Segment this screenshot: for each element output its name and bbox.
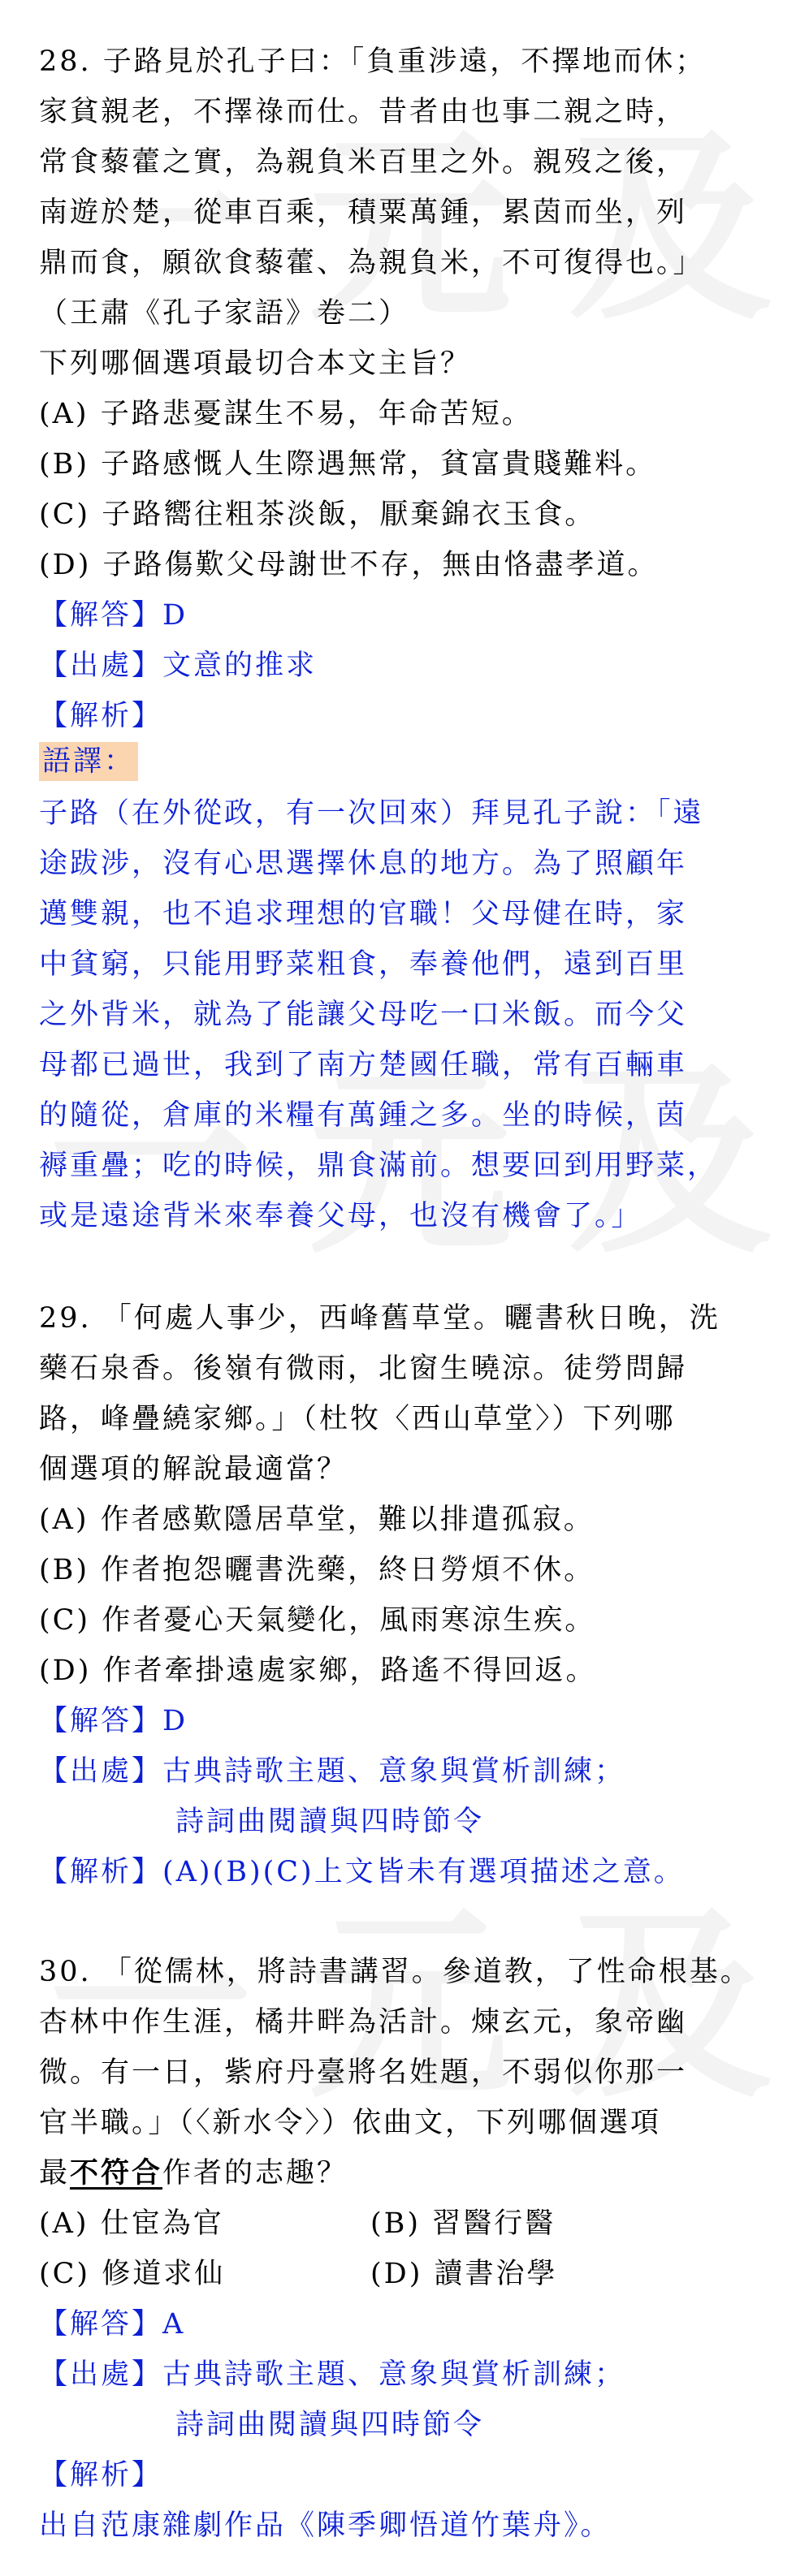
q30-answer: 【解答】A bbox=[39, 2308, 186, 2341]
q29-option-a: (A) 作者感歎隱居草堂，難以排遣孤寂。 bbox=[39, 1504, 595, 1536]
q28-translation-line: 褥重疊；吃的時候，鼎食滿前。想要回到用野菜， bbox=[39, 1150, 719, 1182]
q28-translation-line: 中貧窮，只能用野菜粗食，奉養他們，遠到百里 bbox=[39, 948, 688, 981]
q29-prompt: 個選項的解說最適當？ bbox=[39, 1453, 348, 1486]
q28-translation-line: 邁雙親，也不追求理想的官職！父母健在時，家 bbox=[39, 898, 688, 930]
q30-line: 官半職。」（〈新水令〉）依曲文，下列哪個選項 bbox=[39, 2107, 662, 2139]
q28-line: 常食藜藿之實，為親負米百里之外。親歿之後， bbox=[39, 146, 688, 179]
q28-analysis-label: 【解析】 bbox=[39, 700, 163, 732]
q29-line: 藥石泉香。後嶺有微雨，北窗生曉涼。徒勞問歸 bbox=[39, 1353, 688, 1385]
q30-prompt-emphasis: 不符合 bbox=[70, 2156, 163, 2190]
q30-option-d: (D) 讀書治學 bbox=[370, 2258, 558, 2290]
q30-option-c: (C) 修道求仙 bbox=[39, 2258, 226, 2290]
q28-answer: 【解答】D bbox=[39, 599, 188, 632]
q28-option-a: (A) 子路悲憂謀生不易，年命苦短。 bbox=[39, 398, 533, 430]
q30-prompt-prefix: 最 bbox=[39, 2157, 71, 2190]
q29-line: 路，峰疊繞家鄉。」（杜牧〈西山草堂〉）下列哪 bbox=[39, 1403, 676, 1435]
watermark bbox=[49, 999, 796, 1291]
q29-option-b: (B) 作者抱怨曬書洗藥，終日勞煩不休。 bbox=[39, 1554, 595, 1586]
q28-citation: （王肅《孔子家語》卷二） bbox=[39, 297, 410, 330]
q30-line: 微。有一日，紫府丹臺將名姓題，不弱似你那一 bbox=[39, 2056, 688, 2089]
q29-line: 29. 「何處人事少，西峰舊草堂。曬書秋日晚，洗 bbox=[39, 1302, 720, 1335]
q28-translation-line: 的隨從，倉庫的米糧有萬鍾之多。坐的時候，茵 bbox=[39, 1099, 688, 1132]
q28-option-b: (B) 子路感慨人生際遇無常，貧富貴賤難料。 bbox=[39, 448, 657, 481]
q30-line: 30. 「從儒林，將詩書講習。參道教，了性命根基。 bbox=[39, 1956, 751, 1988]
q28-translation-line: 或是遠途背米來奉養父母，也沒有機會了。」 bbox=[39, 1200, 642, 1232]
q30-options-row bbox=[39, 2204, 770, 2243]
q28-translation-line: 之外背米，就為了能讓父母吃一口米飯。而今父 bbox=[39, 999, 688, 1031]
q28-line: 28. 子路見於孔子曰：「負重涉遠，不擇地而休； bbox=[39, 45, 707, 78]
q30-option-a: (A) 仕宦為官 bbox=[39, 2207, 224, 2240]
q28-prompt: 下列哪個選項最切合本文主旨？ bbox=[39, 347, 472, 380]
q30-options-row bbox=[39, 2255, 770, 2293]
q29-option-c: (C) 作者憂心天氣變化，風雨寒涼生疾。 bbox=[39, 1604, 596, 1637]
q30-option-b: (B) 習醫行醫 bbox=[370, 2207, 556, 2240]
q30-prompt-suffix: 作者的志趣？ bbox=[162, 2157, 348, 2190]
q28-line: 家貧親老，不擇祿而仕。昔者由也事二親之時， bbox=[39, 96, 688, 128]
q28-option-d: (D) 子路傷歎父母謝世不存，無由恪盡孝道。 bbox=[39, 549, 659, 581]
q28-line: 南遊於楚，從車百乘，積粟萬鍾，累茵而坐，列 bbox=[39, 196, 688, 229]
q30-analysis-label: 【解析】 bbox=[39, 2459, 163, 2492]
q28-translation-line: 母都已過世，我到了南方楚國任職，常有百輛車 bbox=[39, 1049, 688, 1081]
q28-translation-line: 子路（在外從政，有一次回來）拜見孔子說：「遠 bbox=[39, 797, 704, 830]
q30-prompt bbox=[39, 2154, 348, 2193]
q29-answer: 【解答】D bbox=[39, 1705, 188, 1737]
q28-option-c: (C) 子路嚮往粗茶淡飯，厭棄錦衣玉食。 bbox=[39, 498, 596, 531]
q29-source: 【出處】古典詩歌主題、意象與賞析訓練； bbox=[39, 1755, 626, 1788]
q30-source-cont: 詩詞曲閱讀與四時節令 bbox=[175, 2409, 485, 2441]
q28-source: 【出處】文意的推求 bbox=[39, 649, 318, 682]
q28-line: 鼎而食，願欲食藜藿、為親負米，不可復得也。」 bbox=[39, 247, 704, 279]
q29-analysis: 【解析】(A)(B)(C)上文皆未有選項描述之意。 bbox=[39, 1856, 685, 1888]
q29-option-d: (D) 作者牽掛遠處家鄉，路遙不得回返。 bbox=[39, 1655, 597, 1687]
q28-translation-label: 語譯： bbox=[39, 742, 138, 781]
q29-source-cont: 詩詞曲閱讀與四時節令 bbox=[175, 1806, 485, 1838]
q30-note: 出自范康雜劇作品《陳季卿悟道竹葉舟》。 bbox=[39, 2509, 612, 2542]
q28-translation-line: 途跋涉，沒有心思選擇休息的地方。為了照顧年 bbox=[39, 848, 688, 880]
q30-line: 杏林中作生涯，橘井畔為活計。煉玄元，象帝幽 bbox=[39, 2006, 688, 2039]
q30-source: 【出處】古典詩歌主題、意象與賞析訓練； bbox=[39, 2358, 626, 2391]
